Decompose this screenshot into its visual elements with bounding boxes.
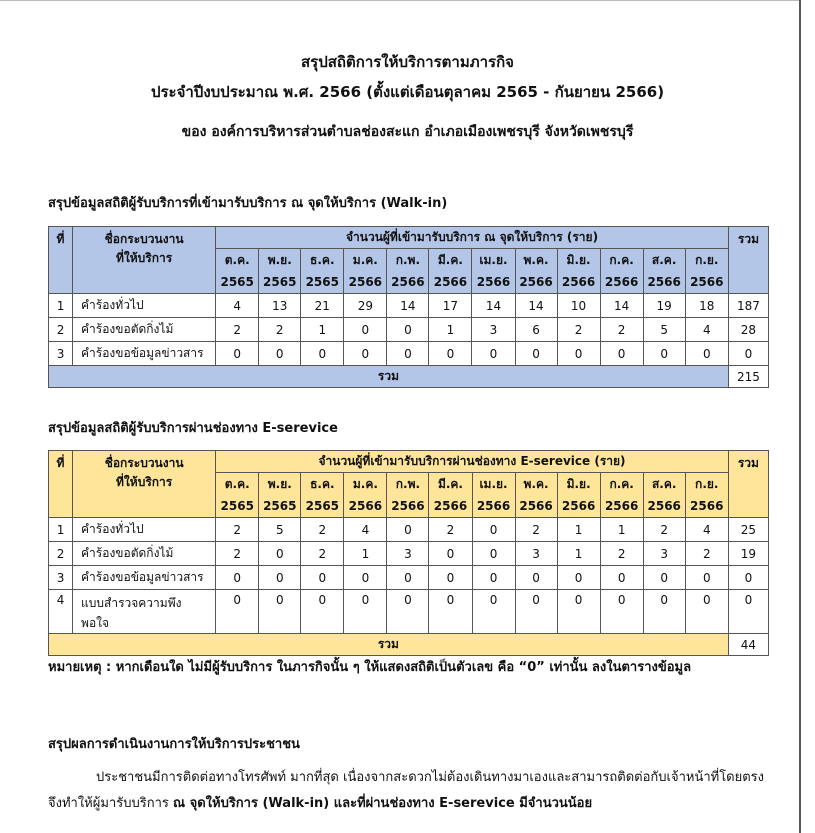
cell-value: 0 xyxy=(557,342,600,366)
row-number: 1 xyxy=(49,294,73,318)
cell-value: 0 xyxy=(472,518,515,542)
cell-value: 21 xyxy=(301,294,344,318)
row-number: 2 xyxy=(49,542,73,566)
row-total: 0 xyxy=(728,590,768,634)
eservice-month-header xyxy=(557,473,600,518)
eservice-month-header xyxy=(387,473,429,518)
month-label: เม.ย. xyxy=(479,253,508,267)
walkin-col-total: รวม xyxy=(728,227,768,294)
year-label: 2566 xyxy=(433,499,468,513)
walkin-table xyxy=(48,226,769,388)
cell-value: 17 xyxy=(429,294,472,318)
cell-value: 0 xyxy=(685,342,728,366)
month-label: ก.ย. xyxy=(695,253,719,267)
table-row xyxy=(49,518,769,542)
year-label: 2566 xyxy=(604,499,639,513)
walkin-col-process xyxy=(73,227,216,294)
walkin-group-header: จำนวนผู้ที่เข้ามารับบริการ ณ จุดให้บริการ (ราย) xyxy=(216,227,729,249)
eservice-month-header xyxy=(600,473,643,518)
cell-value: 0 xyxy=(301,566,344,590)
cell-value: 0 xyxy=(515,590,557,634)
row-number: 1 xyxy=(49,518,73,542)
row-total: 0 xyxy=(728,566,768,590)
eservice-month-header xyxy=(515,473,557,518)
walkin-month-header xyxy=(387,249,429,294)
cell-value: 0 xyxy=(259,542,301,566)
month-label: มิ.ย. xyxy=(566,477,591,491)
cell-value: 1 xyxy=(557,518,600,542)
cell-value: 0 xyxy=(344,342,387,366)
month-label: มิ.ย. xyxy=(566,253,591,267)
cell-value: 0 xyxy=(685,590,728,634)
cell-value: 2 xyxy=(301,518,344,542)
cell-value: 5 xyxy=(259,518,301,542)
month-label: ธ.ค. xyxy=(310,477,335,491)
cell-value: 14 xyxy=(387,294,429,318)
cell-value: 0 xyxy=(429,542,472,566)
year-label: 2566 xyxy=(476,499,511,513)
year-label: 2565 xyxy=(305,275,339,289)
walkin-month-header xyxy=(301,249,344,294)
year-label: 2566 xyxy=(647,499,681,513)
eservice-col-process xyxy=(73,451,216,518)
table-row xyxy=(49,590,769,634)
eservice-sum-label: รวม xyxy=(49,634,729,656)
cell-value: 0 xyxy=(344,590,387,634)
month-label: พ.ย. xyxy=(267,477,292,491)
process-name-line2: พอใจ xyxy=(81,616,110,630)
row-total: 0 xyxy=(728,342,768,366)
row-number: 3 xyxy=(49,566,73,590)
year-label: 2566 xyxy=(476,275,511,289)
table-row xyxy=(49,566,769,590)
cell-value: 0 xyxy=(557,590,600,634)
cell-value: 2 xyxy=(600,542,643,566)
cell-value: 2 xyxy=(685,542,728,566)
row-number: 2 xyxy=(49,318,73,342)
cell-value: 0 xyxy=(643,566,685,590)
year-label: 2566 xyxy=(348,499,383,513)
page-subtitle: ประจำปีงบประมาณ พ.ศ. 2566 (ตั้งแต่เดือนตุลาคม 2565 - กันยายน 2566) xyxy=(150,83,665,101)
month-label: ธ.ค. xyxy=(310,253,335,267)
walkin-month-header xyxy=(515,249,557,294)
cell-value: 1 xyxy=(301,318,344,342)
month-label: พ.ย. xyxy=(267,253,292,267)
page-title: สรุปสถิติการให้บริการตามภารกิจ xyxy=(301,53,514,71)
walkin-month-header xyxy=(259,249,301,294)
month-label: ส.ค. xyxy=(651,253,677,267)
cell-value: 0 xyxy=(387,566,429,590)
cell-value: 2 xyxy=(259,318,301,342)
year-label: 2566 xyxy=(519,275,553,289)
cell-value: 4 xyxy=(685,518,728,542)
eservice-group-header: จำนวนผู้ที่เข้ามารับบริการผ่านช่องทาง E-serevice (ราย) xyxy=(216,451,729,473)
cell-value: 0 xyxy=(472,342,515,366)
month-label: ต.ค. xyxy=(224,253,250,267)
cell-value: 0 xyxy=(344,318,387,342)
process-name: คำร้องทั่วไป xyxy=(73,294,216,318)
cell-value: 2 xyxy=(557,318,600,342)
cell-value: 0 xyxy=(259,590,301,634)
year-label: 2566 xyxy=(647,275,681,289)
cell-value: 18 xyxy=(685,294,728,318)
cell-value: 14 xyxy=(600,294,643,318)
cell-value: 0 xyxy=(600,566,643,590)
month-label: ก.พ. xyxy=(395,253,421,267)
table-row xyxy=(49,294,769,318)
cell-value: 4 xyxy=(344,518,387,542)
cell-value: 0 xyxy=(472,542,515,566)
cell-value: 0 xyxy=(216,342,259,366)
eservice-col-no: ที่ xyxy=(49,451,73,518)
cell-value: 0 xyxy=(344,566,387,590)
row-total: 19 xyxy=(728,542,768,566)
eservice-sum-total: 44 xyxy=(728,634,768,656)
year-label: 2566 xyxy=(348,275,383,289)
row-total: 25 xyxy=(728,518,768,542)
year-label: 2566 xyxy=(604,275,639,289)
year-label: 2566 xyxy=(391,499,425,513)
walkin-month-header xyxy=(685,249,728,294)
cell-value: 0 xyxy=(643,590,685,634)
cell-value: 0 xyxy=(600,590,643,634)
cell-value: 2 xyxy=(429,518,472,542)
process-name: คำร้องขอตัดกิ่งไม้ xyxy=(73,318,216,342)
month-label: ก.พ. xyxy=(395,477,421,491)
cell-value: 0 xyxy=(429,566,472,590)
walkin-col-process-line1: ชื่อกระบวนงาน xyxy=(104,232,184,246)
walkin-month-header xyxy=(557,249,600,294)
eservice-month-header xyxy=(216,473,259,518)
cell-value: 0 xyxy=(429,342,472,366)
eservice-month-header xyxy=(685,473,728,518)
cell-value: 5 xyxy=(643,318,685,342)
row-number: 4 xyxy=(49,590,73,634)
summary-title: สรุปผลการดำเนินงานการให้บริการประชาชน xyxy=(48,737,300,752)
year-label: 2566 xyxy=(690,499,724,513)
cell-value: 0 xyxy=(387,342,429,366)
eservice-section-title: สรุปข้อมูลสถิติผู้รับบริการผ่านช่องทาง E-serevice xyxy=(48,421,338,436)
summary-line-2-bold: ณ จุดให้บริการ (Walk-in) และที่ผ่านช่องทาง E-serevice มีจำนวนน้อย xyxy=(173,796,593,811)
cell-value: 0 xyxy=(387,518,429,542)
eservice-col-process-line2: ที่ให้บริการ xyxy=(116,475,173,489)
process-name: คำร้องขอข้อมูลข่าวสาร xyxy=(73,342,216,366)
cell-value: 19 xyxy=(643,294,685,318)
cell-value: 2 xyxy=(216,518,259,542)
cell-value: 14 xyxy=(515,294,557,318)
year-label: 2565 xyxy=(220,499,254,513)
year-label: 2566 xyxy=(561,499,596,513)
cell-value: 0 xyxy=(600,342,643,366)
month-label: พ.ค. xyxy=(523,253,549,267)
month-label: ก.ค. xyxy=(609,253,634,267)
cell-value: 29 xyxy=(344,294,387,318)
month-label: เม.ย. xyxy=(479,477,508,491)
eservice-month-header xyxy=(259,473,301,518)
cell-value: 1 xyxy=(429,318,472,342)
walkin-month-header xyxy=(472,249,515,294)
cell-value: 0 xyxy=(387,318,429,342)
year-label: 2566 xyxy=(433,275,468,289)
cell-value: 0 xyxy=(643,342,685,366)
walkin-sum-total: 215 xyxy=(728,366,768,388)
month-label: ก.ย. xyxy=(695,477,719,491)
cell-value: 0 xyxy=(429,590,472,634)
walkin-col-process-line2: ที่ให้บริการ xyxy=(115,251,173,265)
walkin-sum-label: รวม xyxy=(49,366,729,388)
summary-line-1 xyxy=(48,765,773,791)
cell-value: 0 xyxy=(515,342,557,366)
year-label: 2566 xyxy=(391,275,425,289)
cell-value: 0 xyxy=(216,566,259,590)
table-row xyxy=(49,318,769,342)
summary-paragraph xyxy=(48,765,773,817)
cell-value: 2 xyxy=(216,542,259,566)
year-label: 2565 xyxy=(305,499,340,513)
cell-value: 13 xyxy=(259,294,301,318)
process-name: คำร้องขอข้อมูลข่าวสาร xyxy=(73,566,216,590)
walkin-month-header xyxy=(643,249,685,294)
summary-line-2 xyxy=(48,791,773,817)
cell-value: 0 xyxy=(557,566,600,590)
cell-value: 1 xyxy=(344,542,387,566)
cell-value: 1 xyxy=(600,518,643,542)
cell-value: 2 xyxy=(301,542,344,566)
cell-value: 2 xyxy=(600,318,643,342)
eservice-month-header xyxy=(429,473,472,518)
year-label: 2566 xyxy=(561,275,596,289)
summary-line-1-text: ประชาชนมีการติดต่อทางโทรศัพท์ มากที่สุด เนื่องจากสะดวกไม่ต้องเดินทางมาเองและสามารถติดต่อกับเจ้าหน้าที่โดยตรง xyxy=(96,770,765,785)
walkin-section-title: สรุปข้อมูลสถิติผู้รับบริการที่เข้ามารับบริการ ณ จุดให้บริการ (Walk-in) xyxy=(48,196,448,211)
cell-value: 3 xyxy=(472,318,515,342)
cell-value: 2 xyxy=(216,318,259,342)
year-label: 2565 xyxy=(220,275,254,289)
eservice-table xyxy=(48,450,769,656)
walkin-month-header xyxy=(216,249,259,294)
table-row xyxy=(49,342,769,366)
walkin-month-header xyxy=(344,249,387,294)
month-label: มี.ค. xyxy=(437,477,463,491)
process-name: คำร้องทั่วไป xyxy=(73,518,216,542)
month-label: ต.ค. xyxy=(224,477,250,491)
cell-value: 0 xyxy=(685,566,728,590)
cell-value: 3 xyxy=(643,542,685,566)
table-row xyxy=(49,542,769,566)
cell-value: 0 xyxy=(515,566,557,590)
cell-value: 0 xyxy=(472,566,515,590)
year-label: 2565 xyxy=(263,275,297,289)
cell-value: 4 xyxy=(216,294,259,318)
page-top-border xyxy=(0,0,800,1)
footnote: หมายเหตุ : หากเดือนใด ไม่มีผู้รับบริการ ในภารกิจนั้น ๆ ให้แสดงสถิติเป็นตัวเลข คือ “0” เท่านั้น ลงในตารางข้อมูล xyxy=(48,660,692,675)
cell-value: 0 xyxy=(387,590,429,634)
month-label: ม.ค. xyxy=(352,253,378,267)
eservice-month-header xyxy=(643,473,685,518)
cell-value: 0 xyxy=(472,590,515,634)
year-label: 2566 xyxy=(690,275,724,289)
cell-value: 2 xyxy=(643,518,685,542)
process-name: คำร้องขอตัดกิ่งไม้ xyxy=(73,542,216,566)
eservice-col-total: รวม xyxy=(728,451,768,518)
cell-value: 3 xyxy=(515,542,557,566)
cell-value: 0 xyxy=(301,342,344,366)
year-label: 2566 xyxy=(519,499,553,513)
row-total: 187 xyxy=(728,294,768,318)
year-label: 2565 xyxy=(263,499,297,513)
process-name-line1: แบบสำรวจความพึง xyxy=(81,596,182,610)
month-label: พ.ค. xyxy=(523,477,549,491)
summary-line-2-normal: จึงทำให้ผู้มารับบริการ xyxy=(48,796,173,811)
cell-value: 0 xyxy=(301,590,344,634)
row-number: 3 xyxy=(49,342,73,366)
eservice-month-header xyxy=(472,473,515,518)
cell-value: 0 xyxy=(259,342,301,366)
eservice-col-process-line1: ชื่อกระบวนงาน xyxy=(104,456,184,470)
cell-value: 4 xyxy=(685,318,728,342)
process-name xyxy=(73,590,216,634)
cell-value: 0 xyxy=(216,590,259,634)
cell-value: 1 xyxy=(557,542,600,566)
month-label: ก.ค. xyxy=(609,477,634,491)
cell-value: 0 xyxy=(259,566,301,590)
walkin-month-header xyxy=(600,249,643,294)
month-label: ส.ค. xyxy=(651,477,677,491)
month-label: มี.ค. xyxy=(437,253,463,267)
eservice-month-header xyxy=(301,473,344,518)
walkin-col-no: ที่ xyxy=(49,227,73,294)
organization-line: ของ องค์การบริหารส่วนตำบลช่องสะแก อำเภอเมืองเพชรบุรี จังหวัดเพชรบุรี xyxy=(181,124,634,140)
eservice-month-header xyxy=(344,473,387,518)
cell-value: 10 xyxy=(557,294,600,318)
walkin-month-header xyxy=(429,249,472,294)
cell-value: 3 xyxy=(387,542,429,566)
cell-value: 6 xyxy=(515,318,557,342)
month-label: ม.ค. xyxy=(352,477,378,491)
row-total: 28 xyxy=(728,318,768,342)
cell-value: 2 xyxy=(515,518,557,542)
cell-value: 14 xyxy=(472,294,515,318)
